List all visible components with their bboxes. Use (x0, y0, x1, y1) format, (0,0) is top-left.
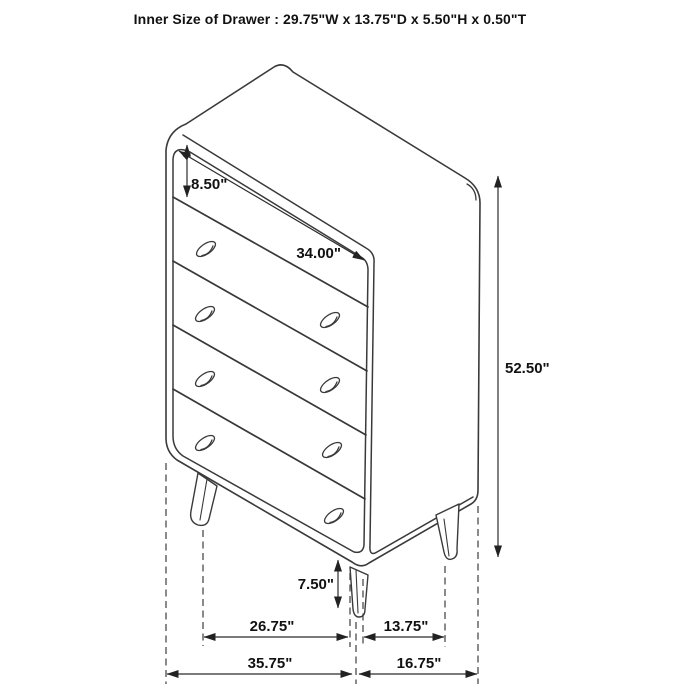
dim-overall-width (167, 655, 352, 674)
handle-oval (320, 440, 344, 461)
dim-label: 26.75" (249, 618, 295, 635)
dim-label: 52.50" (505, 360, 550, 377)
handle-drawer4-left (193, 369, 217, 390)
handle-oval (193, 304, 217, 325)
dim-overall-depth (359, 655, 477, 674)
handle-drawer3-left (193, 304, 217, 325)
dim-label: 8.50" (191, 176, 228, 193)
handle-drawer2-right (318, 310, 342, 331)
drawer-dividers (173, 197, 368, 499)
handle-drawer5-left (193, 433, 217, 454)
dim-label: 13.75" (383, 618, 429, 635)
dim-label: 34.00" (296, 245, 341, 262)
handle-oval (322, 506, 346, 527)
handle-oval (318, 310, 342, 331)
handle-drawer3-right (318, 375, 342, 396)
top-front-edge-band (183, 135, 473, 553)
handle-oval (193, 369, 217, 390)
handle-drawer2-left (194, 239, 218, 260)
dim-label: 16.75" (396, 655, 442, 672)
dim-total-height (498, 176, 550, 557)
dim-front-leg-span (204, 618, 348, 637)
dim-side-leg-span (364, 618, 444, 637)
dim-label: 7.50" (297, 576, 334, 593)
page-title: Inner Size of Drawer : 29.75"W x 13.75"D x 5.50"H x 0.50"T (133, 11, 527, 27)
handle-oval (193, 433, 217, 454)
dim-leg-height (298, 560, 338, 608)
handle-drawer5-right (322, 506, 346, 527)
leg-back-right (436, 504, 459, 559)
handle-oval (194, 239, 218, 260)
handle-drawer4-right (320, 440, 344, 461)
handle-oval (318, 375, 342, 396)
leg-front-right (350, 567, 368, 617)
dim-label: 35.75" (247, 655, 293, 672)
leg-shape (436, 504, 459, 559)
leg-shape (350, 567, 368, 617)
legs (191, 473, 459, 617)
